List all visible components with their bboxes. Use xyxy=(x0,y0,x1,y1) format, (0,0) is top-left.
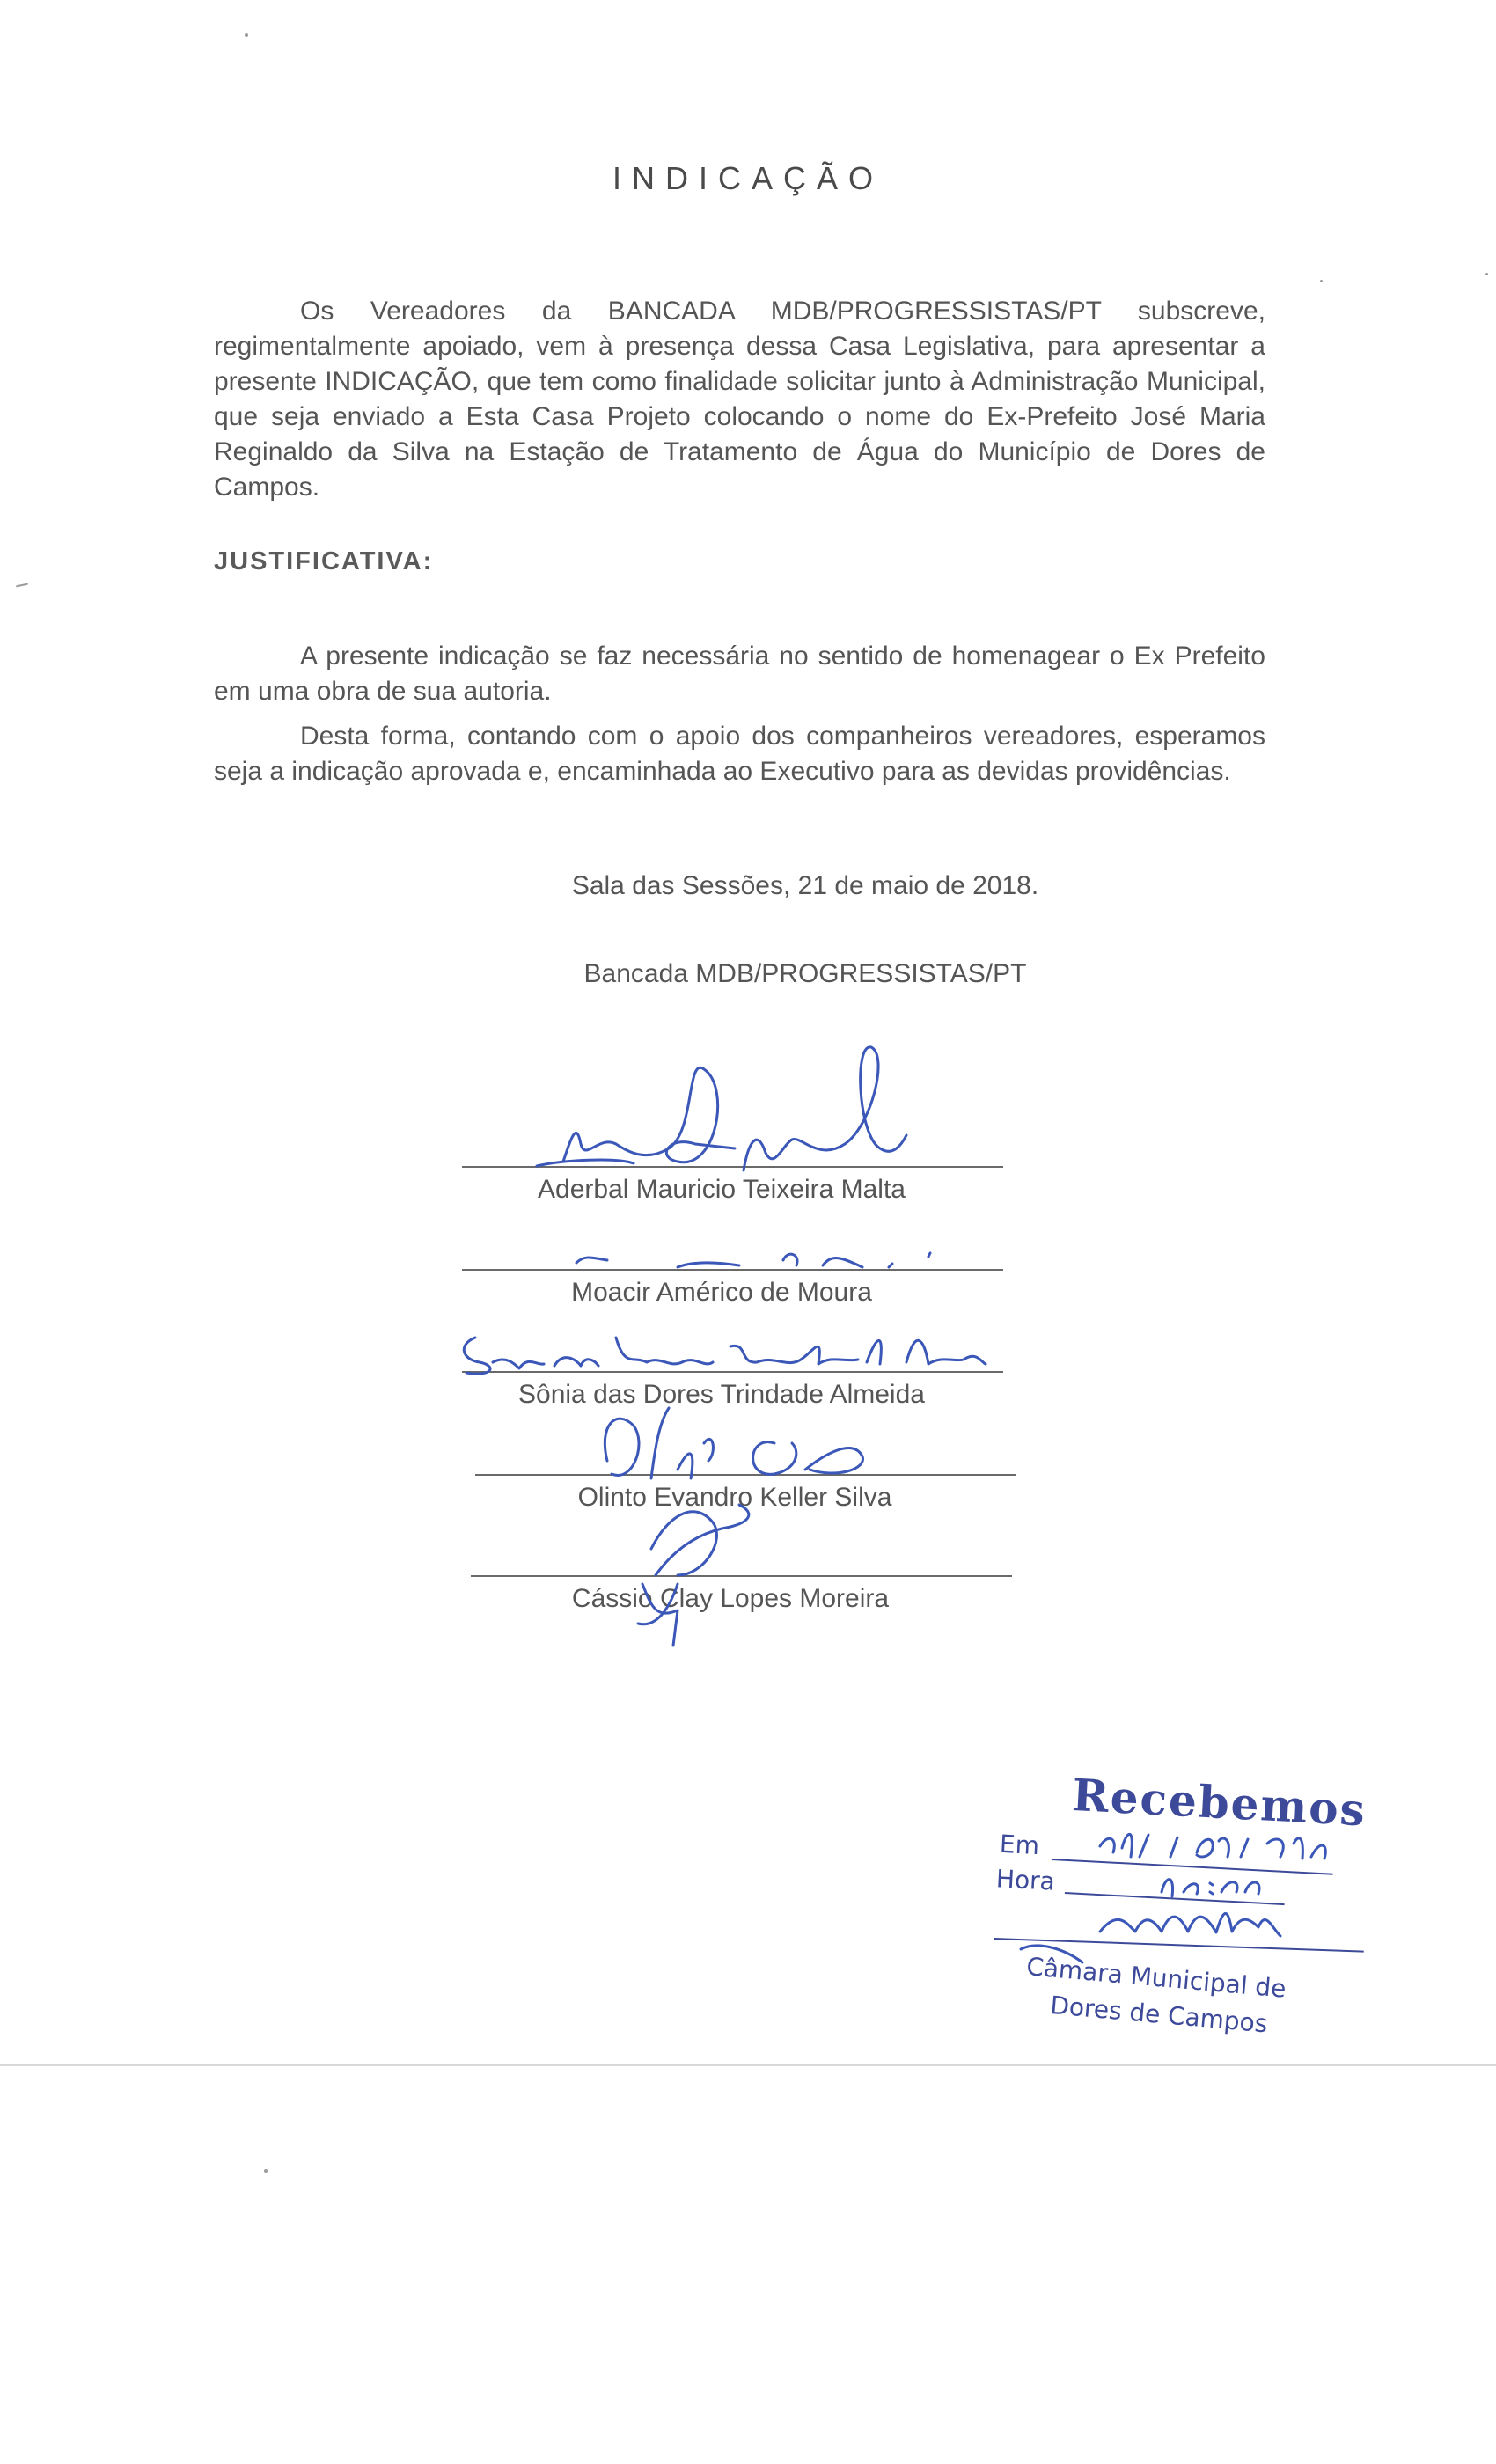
document-title: INDICAÇÃO xyxy=(612,160,884,196)
scan-page-edge xyxy=(0,2064,1496,2066)
signature-rule xyxy=(471,1575,1012,1577)
signature-olinto xyxy=(605,1408,862,1478)
signature-rule xyxy=(462,1371,1003,1373)
justification-paragraph-1: A presente indicação se faz necessária no sentido de homenagear o Ex Prefeito em uma obra de sua autoria. xyxy=(214,642,1265,706)
stamp-title: Recebemos xyxy=(1070,1769,1368,1837)
justification-heading: JUSTIFICATIVA: xyxy=(214,547,434,576)
signatory-name: Moacir Américo de Moura xyxy=(571,1278,872,1307)
stamp-organization-line-1: Câmara Municipal de xyxy=(1025,1952,1287,2004)
signature-sonia xyxy=(464,1338,986,1374)
stamp-handwriting xyxy=(986,1760,1373,2050)
signatory-name: Cássio Clay Lopes Moreira xyxy=(571,1584,890,1613)
signatory-name: Sônia das Dores Trindade Almeida xyxy=(518,1380,925,1409)
scan-speck xyxy=(1485,273,1488,275)
bancada-name: Bancada MDB/PROGRESSISTAS/PT xyxy=(583,959,1027,988)
justification-paragraph-2: Desta forma, contando com o apoio dos companheiros vereadores, esperamos seja a indicação aprovada e, encaminhada ao Executivo para as devidas providências. xyxy=(214,722,1265,786)
signature-aderbal-stroke xyxy=(537,1160,634,1166)
scan-speck xyxy=(1320,280,1323,282)
stamp-time-label: Hora xyxy=(995,1864,1056,1896)
signature-moacir xyxy=(576,1253,930,1267)
stamp-organization-line-2: Dores de Campos xyxy=(1049,1991,1269,2039)
intro-paragraph: Os Vereadores da BANCADA MDB/PROGRESSISTAS/PT subscreve, regimentalmente apoiado, vem à presença dessa Casa Legislativa, para apresentar a presente INDICAÇÃO, que tem como finalidade solicitar junto à Administração Municipal, que seja enviado a Esta Casa Projeto colocando o nome do Ex-Prefeito José Maria Reginaldo da Silva na Estação de Tratamento de Água do Município de Dores de Campos. xyxy=(214,297,1265,502)
scan-speck xyxy=(16,583,28,588)
received-stamp xyxy=(986,1760,1373,2050)
session-date: Sala das Sessões, 21 de maio de 2018. xyxy=(571,871,1039,900)
stamp-date-label: Em xyxy=(999,1829,1040,1861)
scan-speck xyxy=(245,33,248,37)
signatory-name: Aderbal Mauricio Teixeira Malta xyxy=(538,1175,906,1204)
signature-rule xyxy=(462,1166,1003,1168)
signature-rule xyxy=(475,1474,1016,1476)
scan-speck xyxy=(264,2169,268,2173)
signatory-name: Olinto Evandro Keller Silva xyxy=(577,1483,892,1512)
signature-rule xyxy=(462,1269,1003,1271)
signature-aderbal xyxy=(563,1047,906,1170)
